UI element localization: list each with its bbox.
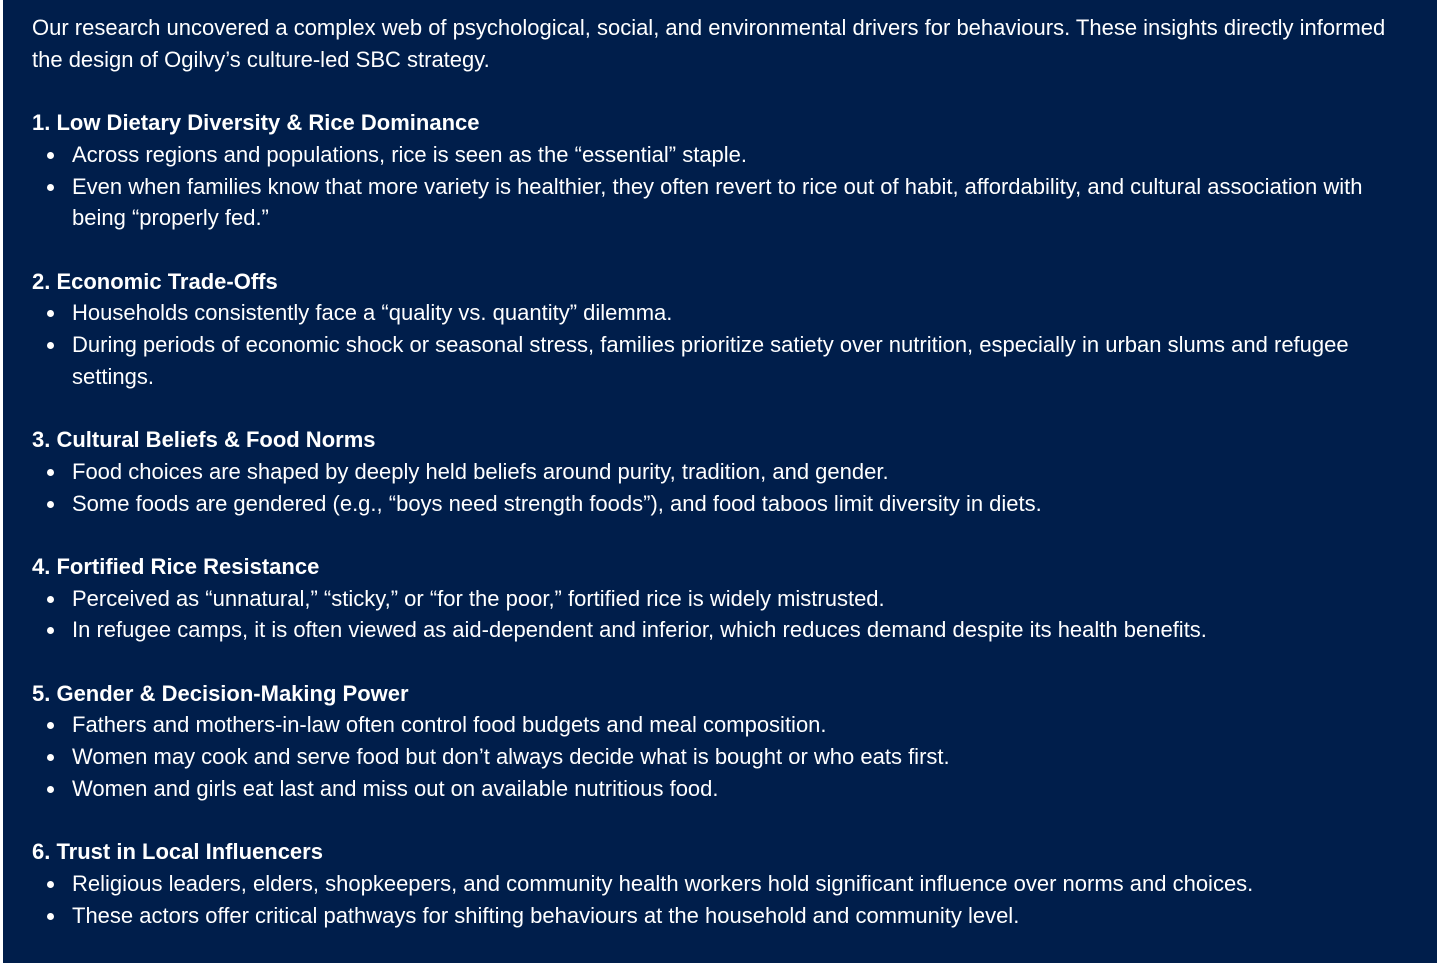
section-3 xyxy=(32,424,1397,519)
list-item xyxy=(72,868,1397,900)
section-4 xyxy=(32,551,1397,646)
list-item xyxy=(72,139,1397,171)
bullet-dot-icon xyxy=(47,469,54,476)
list-item-text: Religious leaders, elders, shopkeepers, and community health workers hold significant influence over norms and choices. xyxy=(72,870,1254,896)
bullet-dot-icon xyxy=(47,501,54,508)
list-item-text: Women and girls eat last and miss out on available nutritious food. xyxy=(72,775,719,801)
list-item xyxy=(72,900,1397,932)
list-item-text: Some foods are gendered (e.g., “boys need strength foods”), and food taboos limit diversity in diets. xyxy=(72,490,1042,516)
list-item-text: Food choices are shaped by deeply held beliefs around purity, tradition, and gender. xyxy=(72,458,889,484)
list-item-text: These actors offer critical pathways for shifting behaviours at the household and community level. xyxy=(72,902,1020,928)
section-title: 3. Cultural Beliefs & Food Norms xyxy=(32,427,376,453)
list-item xyxy=(72,329,1397,392)
list-item xyxy=(72,773,1397,805)
section-5 xyxy=(32,678,1397,805)
list-item-text: Across regions and populations, rice is seen as the “essential” staple. xyxy=(72,141,748,167)
bullet-dot-icon xyxy=(47,786,54,793)
bullet-dot-icon xyxy=(47,627,54,634)
section-title: 6. Trust in Local Influencers xyxy=(32,839,323,865)
section-title: 5. Gender & Decision-Making Power xyxy=(32,680,409,706)
bullet-dot-icon xyxy=(47,184,54,191)
section-2 xyxy=(32,266,1397,393)
list-item-text: Fathers and mothers-in-law often control food budgets and meal composition. xyxy=(72,712,827,738)
section-1 xyxy=(32,107,1397,234)
bullet-list xyxy=(32,709,1397,804)
bullet-dot-icon xyxy=(47,596,54,603)
bullet-list xyxy=(32,583,1397,646)
bullet-list xyxy=(32,456,1397,519)
list-item-text: During periods of economic shock or seasonal stress, families prioritize satiety over nutrition, especially in urban slums and refugee settings. xyxy=(72,332,1349,389)
list-item xyxy=(72,614,1397,646)
list-item xyxy=(72,488,1397,520)
list-item-text: Perceived as “unnatural,” “sticky,” or “for the poor,” fortified rice is widely mistrusted. xyxy=(72,585,885,611)
list-item-text: In refugee camps, it is often viewed as aid-dependent and inferior, which reduces demand despite its health benefits. xyxy=(72,617,1207,643)
bullet-dot-icon xyxy=(47,913,54,920)
intro-paragraph: Our research uncovered a complex web of psychological, social, and environmental drivers for behaviours. These insights directly informed the design of Ogilvy’s culture-led SBC strategy. xyxy=(32,15,1386,72)
bullet-list xyxy=(32,868,1397,931)
bullet-dot-icon xyxy=(47,342,54,349)
bullet-dot-icon xyxy=(47,722,54,729)
list-item xyxy=(72,583,1397,615)
list-item xyxy=(72,171,1397,234)
list-item-text: Women may cook and serve food but don’t always decide what is bought or who eats first. xyxy=(72,744,950,770)
list-item-text: Households consistently face a “quality vs. quantity” dilemma. xyxy=(72,300,673,326)
bullet-dot-icon xyxy=(47,881,54,888)
list-item-text: Even when families know that more variety is healthier, they often revert to rice out of habit, affordability, and cultural association with being “properly fed.” xyxy=(72,173,1363,231)
list-item xyxy=(72,709,1397,741)
bullet-dot-icon xyxy=(47,754,54,761)
list-item xyxy=(72,741,1397,773)
section-6 xyxy=(32,836,1397,931)
list-item xyxy=(72,297,1397,329)
bullet-list xyxy=(32,139,1397,234)
content-panel xyxy=(3,0,1437,963)
list-item xyxy=(72,456,1397,488)
section-title: 1. Low Dietary Diversity & Rice Dominance xyxy=(32,110,480,136)
section-title: 4. Fortified Rice Resistance xyxy=(32,553,320,579)
bullet-dot-icon xyxy=(47,310,54,317)
bullet-list xyxy=(32,297,1397,392)
bullet-dot-icon xyxy=(47,152,54,159)
section-title: 2. Economic Trade-Offs xyxy=(32,268,278,294)
